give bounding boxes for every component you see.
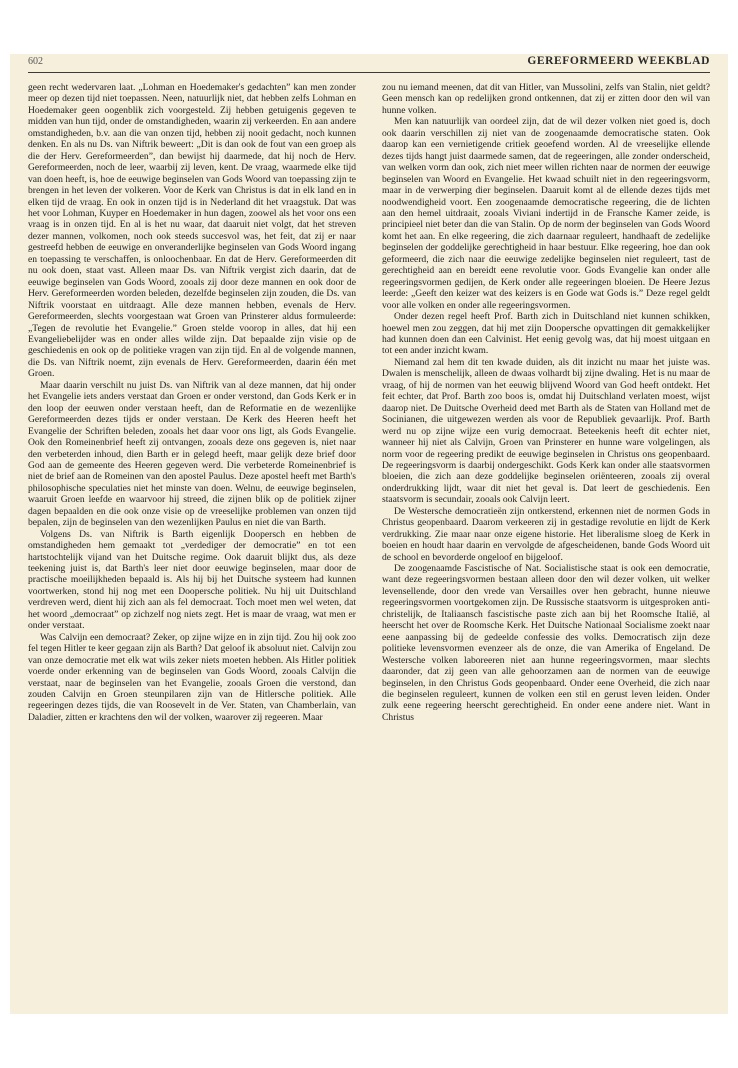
paragraph: geen recht wedervaren laat. „Lohman en Hoedemaker's gedachten” kan men zonder meer op dezen tijd niet toepassen. Neen, natuurlijk niet, dat hebben zelfs Lohman en Hoedemaker geen oogenblik zich voorgesteld. Zij hebben getuigenis gegeven te midden van hun tijd, onder de omstandigheden, waarin zij verkeerden. En aan andere omstandigheden, b.v. aan die van onzen tijd, hebben zij nooit gedacht, noch kunnen denken. En als nu Ds. van Niftrik beweert: „Dit is dan ook de fout van een groep als die der Herv. Gereformeerden”, dan bewijst hij daarmede, dat hij noch de Herv. Gereformeerden, noch de leer, waarbij zij leven, kent. De vraag, waarmede elke tijd van doen heeft, is, hoe de eeuwige beginselen van Gods Woord van toepassing zijn te brengen in het leven der volkeren. Voor de Kerk van Christus is dat in elk land en in elken tijd de vraag. En ook in onzen tijd is in Nederland dit het vraagstuk. Dat was het voor Lohman, Kuyper en Hoedemaker in hun dagen, zoowel als het voor ons een vraag is in onzen tijd. En al is het nu waar, dat daaruit niet volgt, dat het streven dezer mannen, volkomen, noch ook steeds succesvol was, het feit, dat zij er naar gestreefd hebben de eeuwige en onveranderlijke beginselen van Gods Woord ingang en toepassing te verschaffen, is onloochenbaar. En dat de Herv. Gereformeerden dit nu ook doen, staat vast. Alleen maar Ds. van Niftrik vergist zich daarin, dat de eeuwige beginselen van Gods Woord, zooals zij door deze mannen en ook door de Herv. Gereformeerden worden beleden, dezelfde beginselen zijn zouden, die Ds. van Niftrik voorstaat en uitdraagt. Alle deze mannen hebben, evenals de Herv. Gereformeerden, slechts voorgestaan wat Groen van Prinsterer aldus formuleerde: „Tegen de revolutie het Evangelie.” Groen stelde voorop in alles, dat hij een Evangeliebelijder was en onder alles wilde zijn. Dat bepaalde zijn visie op de geschiedenis en ook op de politieke vragen van zijn tijd. En al de volgende mannen, die Ds. van Niftrik noemt, zijn evenals de Herv. Gereformeerden, daarin één met Groen. [28,82,356,380]
header-rule [28,72,710,73]
paragraph: De zoogenaamde Fascistische of Nat. Socialistische staat is ook een democratie, want deze regeeringsvormen bestaan alleen door den wil dezer volken, uit welker levensellende, door den vrede van Versailles over hen gebracht, hunne nieuwe regeeringsvormen voortgekomen zijn. De Russische staatsvorm is uitgesproken anti-christelijk, de Italiaansch fascistische paste zich aan bij het Roomsche Italië, al heerscht het over de Roomsche Kerk. Het Duitsche Nationaal Socialisme zoekt naar eene aanpassing bij de gedeelde confessie des volks. Democratisch zijn deze politieke levensvormen evenzeer als de onze, die van Amerika of Engeland. De Westersche volken laboreeren niet aan hunne regeeringsvormen, maar slechts daaronder, dat zij geen van alle gehoorzamen aan de normen van de eeuwige beginselen, in den Christus Gods geopenbaard. Onder eene Overheid, die zich naar die beginselen reguleert, kunnen de volken een stil en gerust leven leiden. Onder zulk eene regeering heerscht gerechtigheid. En onder eene andere niet. Want in Christus [382,563,710,723]
paragraph: zou nu iemand meenen, dat dit van Hitler, van Mussolini, zelfs van Stalin, niet geldt? Geen mensch kan op redelijken grond ontkennen, dat zij er zitten door den wil van hunne volken. [382,82,710,116]
paragraph: Maar daarin verschilt nu juist Ds. van Niftrik van al deze mannen, dat hij onder het Evangelie iets anders verstaat dan Groen er onder verstond, dan Gods Kerk er in den loop der eeuwen onder verstaan heeft, dan de Reformatie en de wezenlijke Gereformeerden dezes tijds er onder verstaan. De Kerk des Heeren heeft het Evangelie der Schriften beleden, zooals het daar voor ons ligt, als Gods Evangelie. Ook den Romeinenbrief heeft zij ontvangen, zooals deze ons gegeven is, niet naar den verbeterden inhoud, dien Barth er in gelegd heeft, maar gelijk deze brief door God aan de gemeente des Heeren gegeven werd. Die verbeterde Romeinenbrief is niet de brief aan de Romeinen van den apostel Paulus. Deze apostel heeft met Barth's philosophische speculaties niet het minste van doen. Welnu, de eeuwige beginselen, waaruit Groen leefde en waarvoor hij streed, die zijnen blik op de politiek zijner dagen bepaalden en die ook onze visie op de vreeselijke problemen van onzen tijd bepalen, zijn de beginselen van den wezenlijken Paulus en niet die van Barth. [28,379,356,529]
paragraph: Was Calvijn een democraat? Zeker, op zijne wijze en in zijn tijd. Zou hij ook zoo fel tegen Hitler te keer gegaan zijn als Barth? Dat geloof ik absoluut niet. Calvijn zou van onze democratie met elk wat wils zeker niets moeten hebben. Als Hitler politiek voerde onder erkenning van de beginselen van Gods Woord, zooals Calvijn die verstaat, naar de beginselen van het Evangelie, zooals Groen die verstond, dan zouden Calvijn en Groen steunpilaren zijn van de Hitlersche politiek. Alle regeeringen dezes tijds, die van Roosevelt in de Ver. Staten, van Chamberlain, van Daladier, zitten er krachtens den wil der volken, waarover zij regeeren. Maar [28,631,356,723]
left-column [28,82,356,1008]
page-number: 602 [28,56,43,67]
paragraph: Onder dezen regel heeft Prof. Barth zich in Duitschland niet kunnen schikken, hoewel men zou zeggen, dat hij met zijn Doopersche opvattingen dit gemakkelijker had kunnen doen dan een Calvinist. Het eenig gevolg was, dat hij moest uitgaan en tot een ander inzicht kwam. [382,311,710,357]
paragraph: Niemand zal hem dit ten kwade duiden, als dit inzicht nu maar het juiste was. Dwalen is menschelijk, alleen de dwaas volhardt bij zijne dwaling. Het is nu maar de vraag, of hij de normen van het eeuwig blijvend Woord van God heeft ontdekt. Het feit echter, dat Prof. Barth zoo boos is, omdat hij Duitschland verlaten moest, wijst daarop niet. De Duitsche Overheid deed met Barth als de Staten van Holland met de Socinianen, die uitgewezen werden als voor de Republiek gevaarlijk. Prof. Barth werd nu op zijne wijze een vurig democraat. Beteekenis heeft dit echter niet, wanneer hij niet als Calvijn, Groen van Prinsterer en hunne ware volgelingen, als norm voor de regeering predikt de eeuwige beginselen in Christus ons geopenbaard. De regeeringsvorm is daarbij ondergeschikt. Gods Kerk kan onder alle staatsvormen bloeien, die zich aan deze goddelijke beginselen oriënteeren, zooals zij overal onderdrukking lijdt, waar dit niet het geval is. Dat leert de geschiedenis. Een staatsvorm is secundair, zooals ook Calvijn leert. [382,356,710,506]
right-column [382,82,710,1008]
journal-title: GEREFORMEERD WEEKBLAD [527,55,710,67]
paragraph: De Westersche democratieën zijn ontkerstend, erkennen niet de normen Gods in Christus geopenbaard. Daarom verkeeren zij in gestadige revolutie en lijdt de Kerk verdrukking. Zie maar naar onze eigene historie. Het liberalisme sloeg de Kerk in boeien en houdt haar daarin en vervolgde de afgescheidenen, bande Gods Woord uit de school en bevorderde ongeloof en bijgeloof. [382,505,710,563]
paragraph: Men kan natuurlijk van oordeel zijn, dat de wil dezer volken niet goed is, doch ook daarin verschillen zij niet van de zoogenaamde democratische staten. Ook daarop kan een vernietigende critiek geoefend worden. Al de vreeselijke ellende dezes tijds hangt juist daarmede samen, dat de regeeringen, alle zonder onderscheid, van welken vorm dan ook, zich niet meer willen richten naar de normen der eeuwige beginselen van Woord en Evangelie. Het kwaad schuilt niet in den regeeringsvorm, maar in de verwerping dier beginselen. Daaruit komt al de ellende dezes tijds met noodwendigheid voort. Een zoogenaamde democratische regeering, die de lichten aan den hemel uitdraait, zooals Viviani indertijd in de Fransche Kamer zeide, is principieel niet beter dan die van Stalin. Op de norm der beginselen van Gods Woord komt het aan. En elke regeering, die zich daarnaar reguleert, handhaaft de zedelijke beginselen der goddelijke gerechtigheid in haar bestuur. Elke regeering, hoe dan ook geformeerd, die zich naar die eeuwige zedelijke beginselen niet reguleert, tast de gerechtigheid aan en bereidt eene revolutie voor. Gods Evangelie kan onder alle regeeringsvormen gedijen, de Kerk onder alle regeeringen bloeien. De Heere Jezus leerde: „Geeft den keizer wat des keizers is en Gode wat Gods is.” Deze regel geldt voor alle volken en onder alle regeeringsvormen. [382,116,710,311]
paragraph: Volgens Ds. van Niftrik is Barth eigenlijk Doopersch en hebben de omstandigheden hem gemaakt tot „verdediger der democratie” en tot een hartstochtelijk vijand van het Duitsche regime. Ook daaruit blijkt dus, als deze teekening juist is, dat Barth's leer niet door eeuwige beginselen, maar door de practische moeilijkheden bepaald is. Als hij bij het Duitsche systeem had kunnen voortwerken, stond hij nog met een Doopersche politiek. Nu hij uit Duitschland verdreven werd, dient hij zich aan als fel democraat. Toch moet men wel weten, dat het woord „democraat” op zichzelf nog niets zegt. Het is maar de vraag, wat men er onder verstaat. [28,528,356,632]
